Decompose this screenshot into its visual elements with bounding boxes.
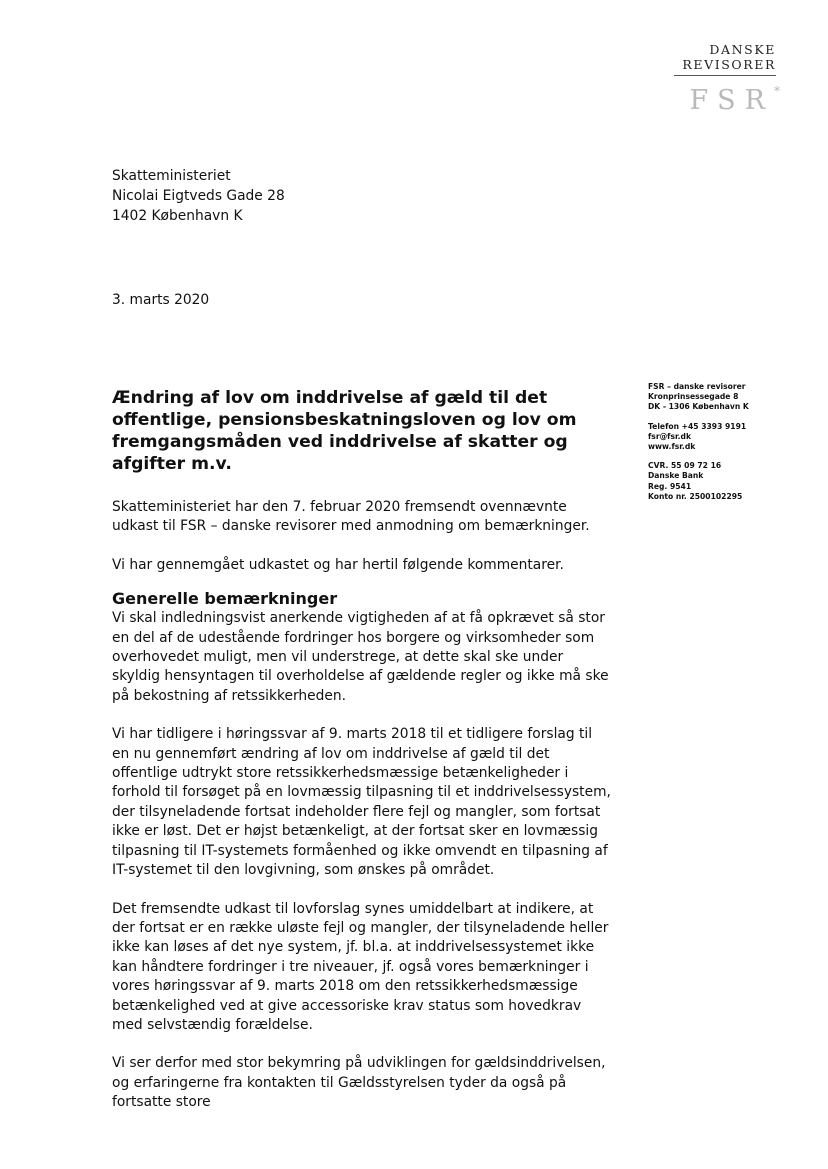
sender-address-block bbox=[648, 382, 788, 413]
sender-org: FSR – danske revisorer bbox=[648, 382, 746, 391]
recipient-city: 1402 København K bbox=[112, 208, 243, 224]
sender-account: Konto nr. 2500102295 bbox=[648, 491, 743, 501]
sender-phone: Telefon +45 3393 9191 bbox=[648, 421, 747, 431]
logo-mark-star: * bbox=[774, 84, 780, 98]
sender-cvr: CVR. 55 09 72 16 bbox=[648, 461, 722, 471]
body-paragraph-1: Vi skal indledningsvist anerkende vigtigheden af at få opkrævet så stor en del af de udestående fordringer hos borgere og virksomheder som overhovedet muligt, men vil understrege, at dette skal ske under skyldig hensyntagen til overholdelse af gældende regler og ikke må ske på bekostning af retssikkerheden. bbox=[112, 610, 609, 704]
recipient-street: Nicolai Eigtveds Gade 28 bbox=[112, 188, 285, 204]
letter-title: Ændring af lov om inddrivelse af gæld til det offentlige, pensionsbeskatningsloven og lov om fremgangsmåden ved inddrivelse af skatter og afgifter m.v. bbox=[112, 388, 577, 474]
sender-email: fsr@fsr.dk bbox=[648, 431, 692, 441]
section-heading: Generelle bemærkninger bbox=[112, 589, 338, 609]
logo-mark bbox=[636, 76, 780, 116]
body-paragraph-4: Vi ser derfor med stor bekymring på udviklingen for gældsinddrivelsen, og erfaringerne fra kontakten til Gældsstyrelsen tyder da også på fortsatte store bbox=[112, 1055, 606, 1111]
sender-reg: Reg. 9541 bbox=[648, 481, 692, 491]
logo-text-revisorer: REVISORER bbox=[682, 57, 776, 72]
sender-bank-block bbox=[648, 461, 788, 502]
logo-mark-letters: FSR bbox=[689, 85, 774, 116]
sender-street: Kronprinsessegade 8 bbox=[648, 392, 739, 402]
sender-contact-block bbox=[648, 422, 788, 453]
intro-paragraph-2: Vi har gennemgået udkastet og har hertil følgende kommentarer. bbox=[112, 556, 564, 573]
intro-paragraph: Skatteministeriet har den 7. februar 2020 fremsendt ovennævnte udkast til FSR – danske revisorer med anmodning om bemærkninger. bbox=[112, 499, 590, 535]
sender-bank: Danske Bank bbox=[648, 471, 704, 481]
sender-info bbox=[648, 382, 788, 511]
logo-text-danske: DANSKE bbox=[709, 42, 776, 57]
body-paragraph-3: Det fremsendte udkast til lovforslag synes umiddelbart at indikere, at der fortsat er en række uløste fejl og mangler, der tilsyneladende heller ikke kan løses af det nye system, jf. bl.a. at inddrivelsessystemet ikke kan håndtere fordringer i tre niveauer, jf. også vores bemærkninger i vores høringssvar af 9. marts 2018 om den retssikkerhedsmæssige betænkelighed ved at give accessoriske krav status som hovedkrav med selvstændig forældelse. bbox=[112, 900, 609, 1033]
body-paragraph-2: Vi har tidligere i høringssvar af 9. marts 2018 til et tidligere forslag til en nu gennemført ændring af lov om inddrivelse af gæld til det offentlige udtrykt store retssikkerhedsmæssige betænkeligheder i forhold til forsøget på en lovmæssig tilpasning til et inddrivelsessystem, der tilsyneladende fortsat indeholder flere fejl og mangler, som fortsat ikke er løst. Det er højst betænkeligt, at der fortsat sker en lovmæssig tilpasning til IT-systemets formåenhed og ikke omvendt en tilpasning af IT-systemet til den lovgivning, som ønskes på området. bbox=[112, 726, 611, 879]
letter-date: 3. marts 2020 bbox=[112, 292, 210, 308]
fsr-logo bbox=[636, 42, 780, 116]
recipient-name: Skatteministeriet bbox=[112, 168, 231, 184]
recipient-address bbox=[112, 166, 285, 226]
letter-body bbox=[112, 387, 612, 1113]
sender-city: DK - 1306 København K bbox=[648, 402, 749, 412]
sender-web: www.fsr.dk bbox=[648, 442, 696, 452]
